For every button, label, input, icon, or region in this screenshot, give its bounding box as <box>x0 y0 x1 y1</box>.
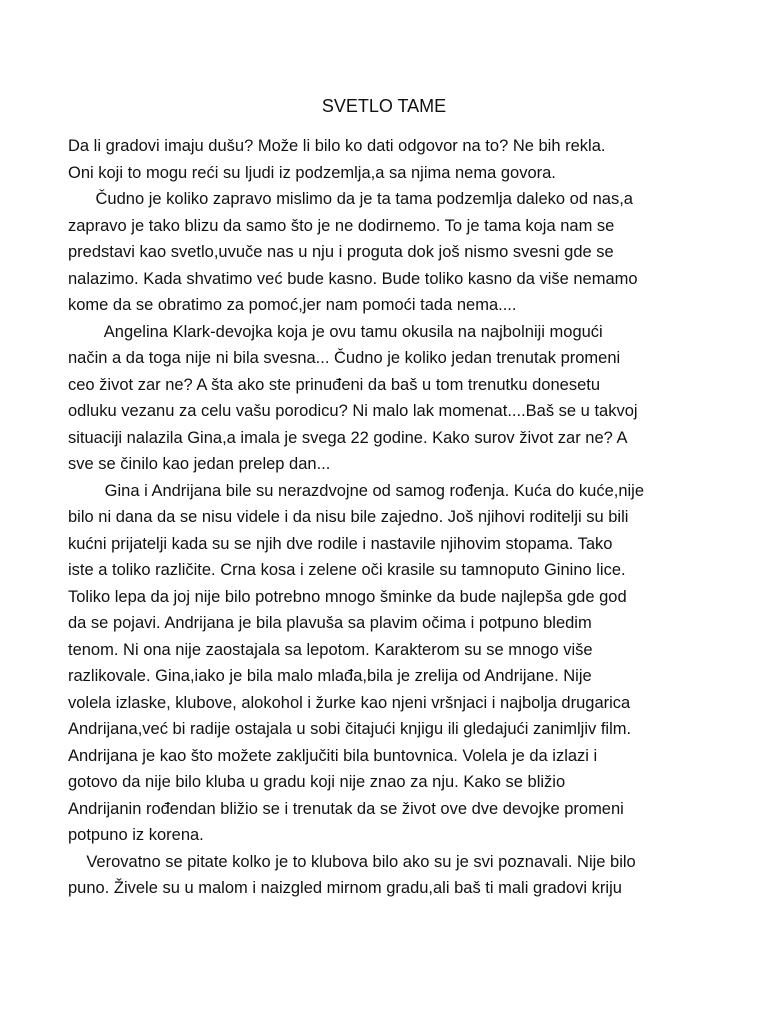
text-line: Andrijanin rođendan bližio se i trenutak da se život ove dve devojke promeni <box>68 799 624 818</box>
text-line: situaciji nalazila Gina,a imala je svega 22 godine. Kako surov život zar ne? A <box>68 428 628 447</box>
text-line: bilo ni dana da se nisu videle i da nisu bile zajedno. Još njihovi roditelji su bili <box>68 508 629 526</box>
text-line: način a da toga nije ni bila svesna... Čudno je koliko jedan trenutak promeni <box>68 349 621 367</box>
text-line: tenom. Ni ona nije zaostajala sa lepotom. Karakterom su se mnogo više <box>68 640 593 659</box>
text-line: Andrijana,već bi radije ostajala u sobi čitajući knjigu ili gledajući zanimljiv film. <box>68 720 632 738</box>
text-line: iste a toliko različite. Crna kosa i zelene oči krasile su tamnoputo Ginino lice. <box>68 561 626 579</box>
document-body <box>68 133 708 902</box>
text-line: ceo život zar ne? A šta ako ste prinuđeni da baš u tom trenutku donesetu <box>68 375 601 394</box>
document-title: SVETLO TAME <box>321 96 447 116</box>
text-line: gotovo da nije bilo kluba u gradu koji nije znao za nju. Kako se bližio <box>68 773 566 791</box>
text-line: odluku vezanu za celu vašu porodicu? Ni malo lak momenat....Baš se u takvoj <box>68 402 638 420</box>
text-line: da se pojavi. Andrijana je bila plavuša sa plavim očima i potpuno bledim <box>68 614 592 632</box>
text-line: potpuno iz korena. <box>68 826 204 844</box>
text-line: Andrijana je kao što možete zaključiti bila buntovnica. Volela je da izlazi i <box>68 746 598 765</box>
text-line: puno. Živele su u malom i naizgled mirnom gradu,ali baš ti mali gradovi kriju <box>68 879 622 897</box>
text-line: Čudno je koliko zapravo mislimo da je ta tama podzemlja daleko od nas,a <box>68 190 633 208</box>
text-line: volela izlaske, klubove, alokohol i žurke kao njeni vršnjaci i najbolja drugarica <box>68 693 631 712</box>
text-line: Angelina Klark-devojka koja je ovu tamu okusila na najbolniji mogući <box>68 322 603 341</box>
text-line: Toliko lepa da joj nije bilo potrebno mnogo šminke da bude najlepša gde god <box>68 587 627 606</box>
text-line: predstavi kao svetlo,uvuče nas u nju i proguta dok još nismo svesni gde se <box>68 243 614 261</box>
text-line: kućni prijatelji kada su se njih dve rodile i nastavile njihovim stopama. Tako <box>68 534 613 553</box>
text-line: razlikovale. Gina,iako je bila malo mlađa,bila je zrelija od Andrijane. Nije <box>68 667 592 685</box>
text-line: Da li gradovi imaju dušu? Može li bilo ko dati odgovor na to? Ne bih rekla. <box>68 137 606 155</box>
text-line: Verovatno se pitate kolko je to klubova bilo ako su je svi poznavali. Nije bilo <box>68 852 636 871</box>
text-line: Gina i Andrijana bile su nerazdvojne od samog rođenja. Kuća do kuće,nije <box>68 481 645 500</box>
text-line: Oni koji to mogu reći su ljudi iz podzemlja,a sa njima nema govora. <box>68 163 556 182</box>
text-line: nalazimo. Kada shvatimo već bude kasno. Bude toliko kasno da više nemamo <box>68 269 638 288</box>
text-line: sve se činilo kao jedan prelep dan... <box>68 455 331 473</box>
text-line: zapravo je tako blizu da samo što je ne dodirnemo. To je tama koja nam se <box>68 216 615 235</box>
text-line: kome da se obratimo za pomoć,jer nam pomoći tada nema.... <box>68 296 517 314</box>
